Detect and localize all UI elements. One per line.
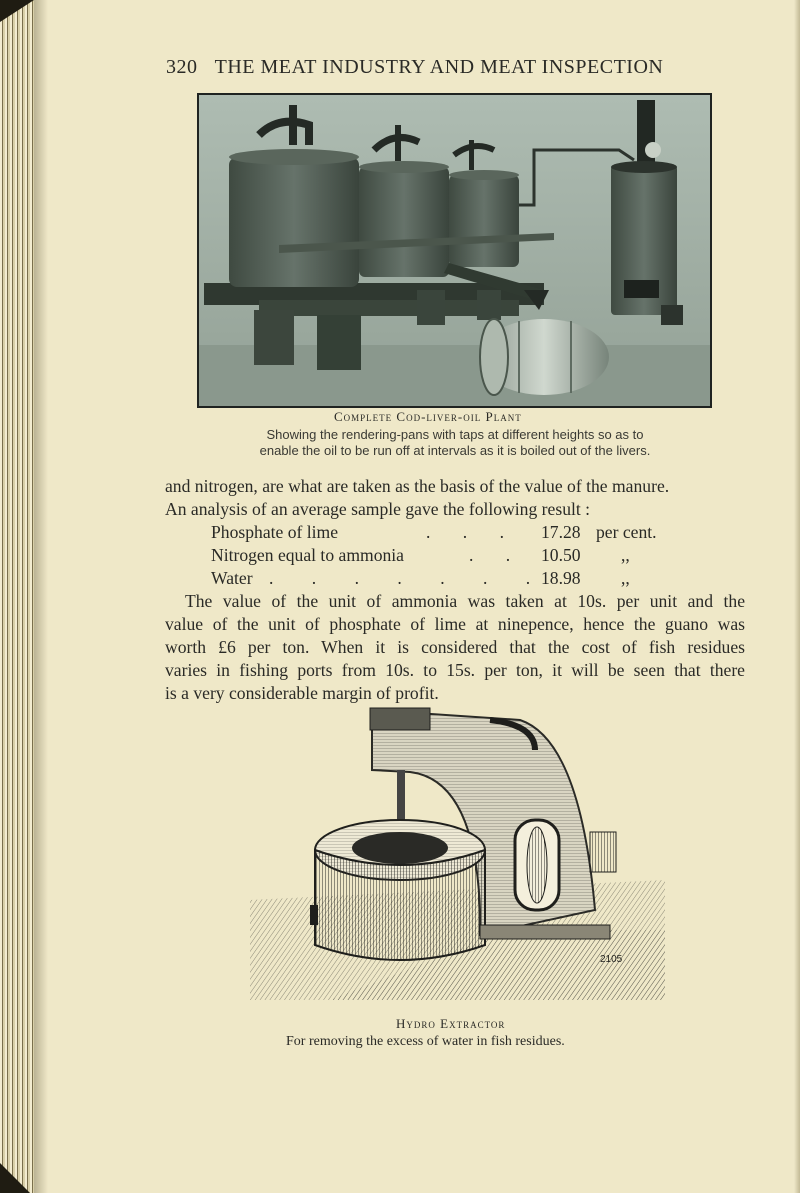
text-line: value of the unit of phosphate of lime at ninepence, hence the guano was bbox=[165, 614, 745, 634]
page-corner-bottom bbox=[0, 1163, 30, 1193]
text-line: varies in fishing ports from 10s. to 15s. per ton, it will be seen that there bbox=[165, 660, 745, 680]
page-number: 320 bbox=[166, 56, 198, 78]
analysis-label: Nitrogen equal to ammonia bbox=[211, 545, 404, 565]
text-line: worth £6 per ton. When it is considered that the cost of fish residues bbox=[165, 637, 745, 657]
paragraph-value-of-guano bbox=[165, 590, 745, 705]
gutter-shadow bbox=[34, 0, 48, 1193]
analysis-unit: per cent. bbox=[596, 522, 657, 542]
dot-leader: . . . bbox=[426, 522, 518, 542]
figure1-caption-line: enable the oil to be run off at intervals as it is boiled out of the livers. bbox=[259, 443, 651, 458]
text-line: is a very considerable margin of profit. bbox=[165, 683, 439, 703]
figure2-title: Hydro Extractor bbox=[396, 1016, 506, 1031]
book-spine-edges bbox=[0, 0, 34, 1193]
analysis-value: 10.50 bbox=[541, 545, 581, 565]
analysis-unit: ,, bbox=[621, 545, 630, 565]
analysis-unit: ,, bbox=[621, 568, 630, 588]
text-line: An analysis of an average sample gave the following result : bbox=[165, 499, 591, 519]
figure1-caption bbox=[210, 427, 700, 459]
cod-liver-oil-plant-photo bbox=[197, 93, 712, 408]
analysis-label: Phosphate of lime bbox=[211, 522, 339, 542]
text-line: The value of the unit of ammonia was taken at 10s. per unit and the bbox=[185, 591, 745, 611]
analysis-value: 17.28 bbox=[541, 522, 581, 542]
running-title: THE MEAT INDUSTRY AND MEAT INSPECTION bbox=[214, 56, 664, 78]
figure2-caption: For removing the excess of water in fish residues. bbox=[286, 1034, 565, 1049]
page-right-edge bbox=[794, 0, 800, 1193]
plant-illustration bbox=[199, 95, 710, 406]
running-header bbox=[166, 56, 686, 79]
page-corner-top bbox=[0, 0, 34, 22]
text-line: and nitrogen, are what are taken as the basis of the value of the manure. bbox=[165, 476, 670, 496]
hydro-extractor-illustration bbox=[250, 700, 665, 1012]
plate-number: 2105 bbox=[600, 954, 623, 965]
dot-leader: . . . . . . . bbox=[269, 568, 548, 588]
figure1-title: Complete Cod-liver-oil Plant bbox=[334, 409, 522, 424]
hydro-extractor-engraving bbox=[250, 700, 665, 1012]
paragraph-manure-basis bbox=[165, 475, 745, 521]
figure1-caption-line: Showing the rendering-pans with taps at different heights so as to bbox=[266, 427, 644, 442]
analysis-label: Water bbox=[211, 568, 253, 588]
dot-leader: . . bbox=[469, 545, 525, 565]
analysis-value: 18.98 bbox=[541, 568, 581, 588]
